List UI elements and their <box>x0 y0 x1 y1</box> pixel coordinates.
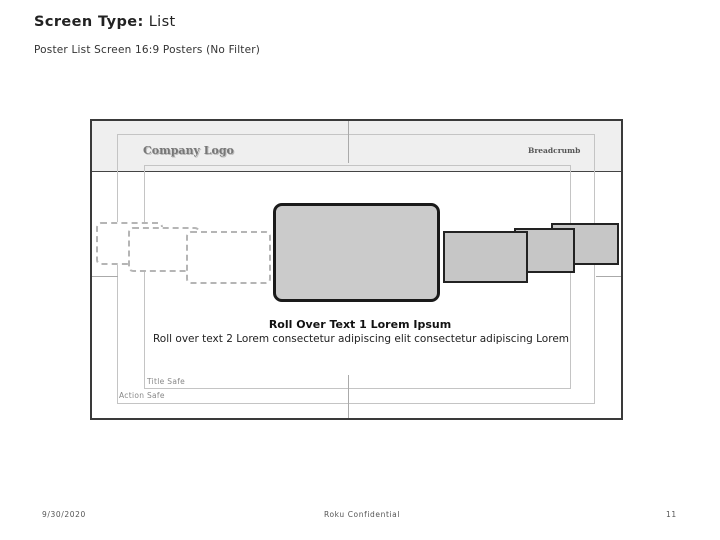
screen-subtitle: Poster List Screen 16:9 Posters (No Filter) <box>34 44 261 56</box>
screen-type-heading <box>34 14 176 30</box>
screen-type-key: Screen Type: <box>34 14 144 30</box>
roll-over-text-2: Roll over text 2 Lorem consectetur adipiscing elit consectetur adipiscing Lorem <box>152 333 570 345</box>
breadcrumb[interactable]: Breadcrumb <box>528 146 581 155</box>
roll-over-text-1: Roll Over Text 1 Lorem Ipsum <box>268 318 452 331</box>
poster-ghost-3 <box>186 231 271 284</box>
action-safe-label: Action Safe <box>119 391 165 400</box>
center-guide-bottom <box>348 375 349 418</box>
title-safe-label: Title Safe <box>147 377 186 386</box>
poster-item-2[interactable] <box>443 231 528 283</box>
center-guide-right <box>596 276 621 277</box>
center-guide-left <box>92 276 118 277</box>
footer-confidential: Roku Confidential <box>324 510 401 519</box>
poster-focused[interactable] <box>273 203 440 302</box>
footer-date: 9/30/2020 <box>42 510 86 519</box>
screen-type-value: List <box>148 14 176 30</box>
page-number: 11 <box>666 510 677 519</box>
company-logo: Company Logo <box>143 144 234 157</box>
center-guide-top <box>348 121 349 163</box>
